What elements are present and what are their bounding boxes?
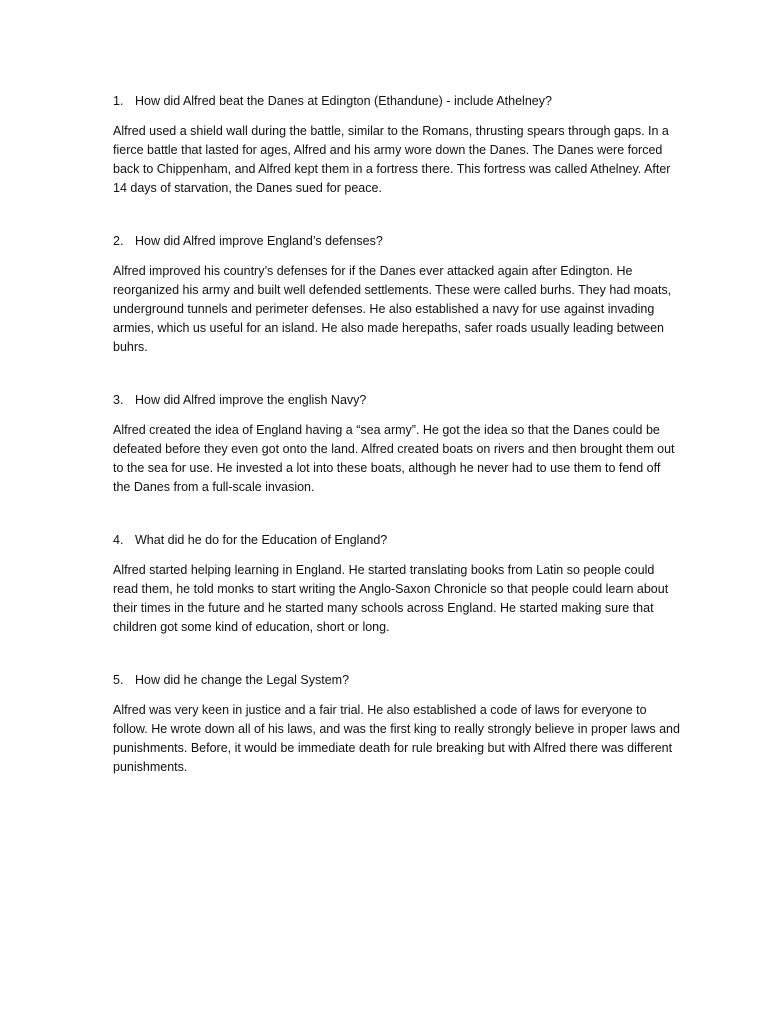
- answer-2: Alfred improved his country’s defenses for if the Danes ever attacked again after Edington. He reorganized his army and built well defended settlements. These were called burhs. They had moats, underground tunnels and perimeter defenses. He also established a navy for use against invading armies, which us useful for an island. He also made herepaths, safer roads usually leading between buhrs.: [113, 264, 672, 354]
- question-answer-list: [113, 92, 683, 777]
- question-number: 5.: [113, 673, 124, 687]
- question-text: How did Alfred beat the Danes at Edington (Ethandune) - include Athelney?: [135, 94, 552, 108]
- qa-item-1: [113, 92, 683, 198]
- spacer: [113, 198, 683, 232]
- question-text: What did he do for the Education of England?: [135, 533, 388, 547]
- question-2: [113, 232, 683, 251]
- question-number: 3.: [113, 393, 124, 407]
- question-number: 1.: [113, 94, 124, 108]
- answer-5: Alfred was very keen in justice and a fair trial. He also established a code of laws for everyone to follow. He wrote down all of his laws, and was the first king to really strongly believe in proper laws and punishments. Before, it would be immediate death for rule breaking but with Alfred there was different punishments.: [113, 703, 680, 774]
- question-5: [113, 671, 683, 690]
- question-text: How did he change the Legal System?: [135, 673, 350, 687]
- answer-3: Alfred created the idea of England having a “sea army”. He got the idea so that the Danes could be defeated before they even got onto the land. Alfred created boats on rivers and then brought them out to the sea for use. He invested a lot into these boats, although he never had to use them to fend off the Danes from a full-scale invasion.: [113, 423, 675, 494]
- question-4: [113, 531, 683, 550]
- qa-item-2: [113, 232, 683, 357]
- question-number: 2.: [113, 234, 124, 248]
- qa-item-4: [113, 531, 683, 637]
- spacer: [113, 357, 683, 391]
- answer-4: Alfred started helping learning in England. He started translating books from Latin so people could read them, he told monks to start writing the Anglo-Saxon Chronicle so that people could learn about their times in the future and he started many schools across England. He started making sure that children got some kind of education, short or long.: [113, 563, 669, 634]
- question-text: How did Alfred improve the english Navy?: [135, 393, 367, 407]
- question-text: How did Alfred improve England’s defenses?: [135, 234, 383, 248]
- question-1: [113, 92, 683, 111]
- answer-1: Alfred used a shield wall during the battle, similar to the Romans, thrusting spears through gaps. In a fierce battle that lasted for ages, Alfred and his army wore down the Danes. The Danes were forced back to Chippenham, and Alfred kept them in a fortress there. This fortress was called Athelney. After 14 days of starvation, the Danes sued for peace.: [113, 124, 671, 195]
- question-3: [113, 391, 683, 410]
- question-number: 4.: [113, 533, 124, 547]
- qa-item-3: [113, 391, 683, 497]
- spacer: [113, 637, 683, 671]
- spacer: [113, 497, 683, 531]
- qa-item-5: [113, 671, 683, 777]
